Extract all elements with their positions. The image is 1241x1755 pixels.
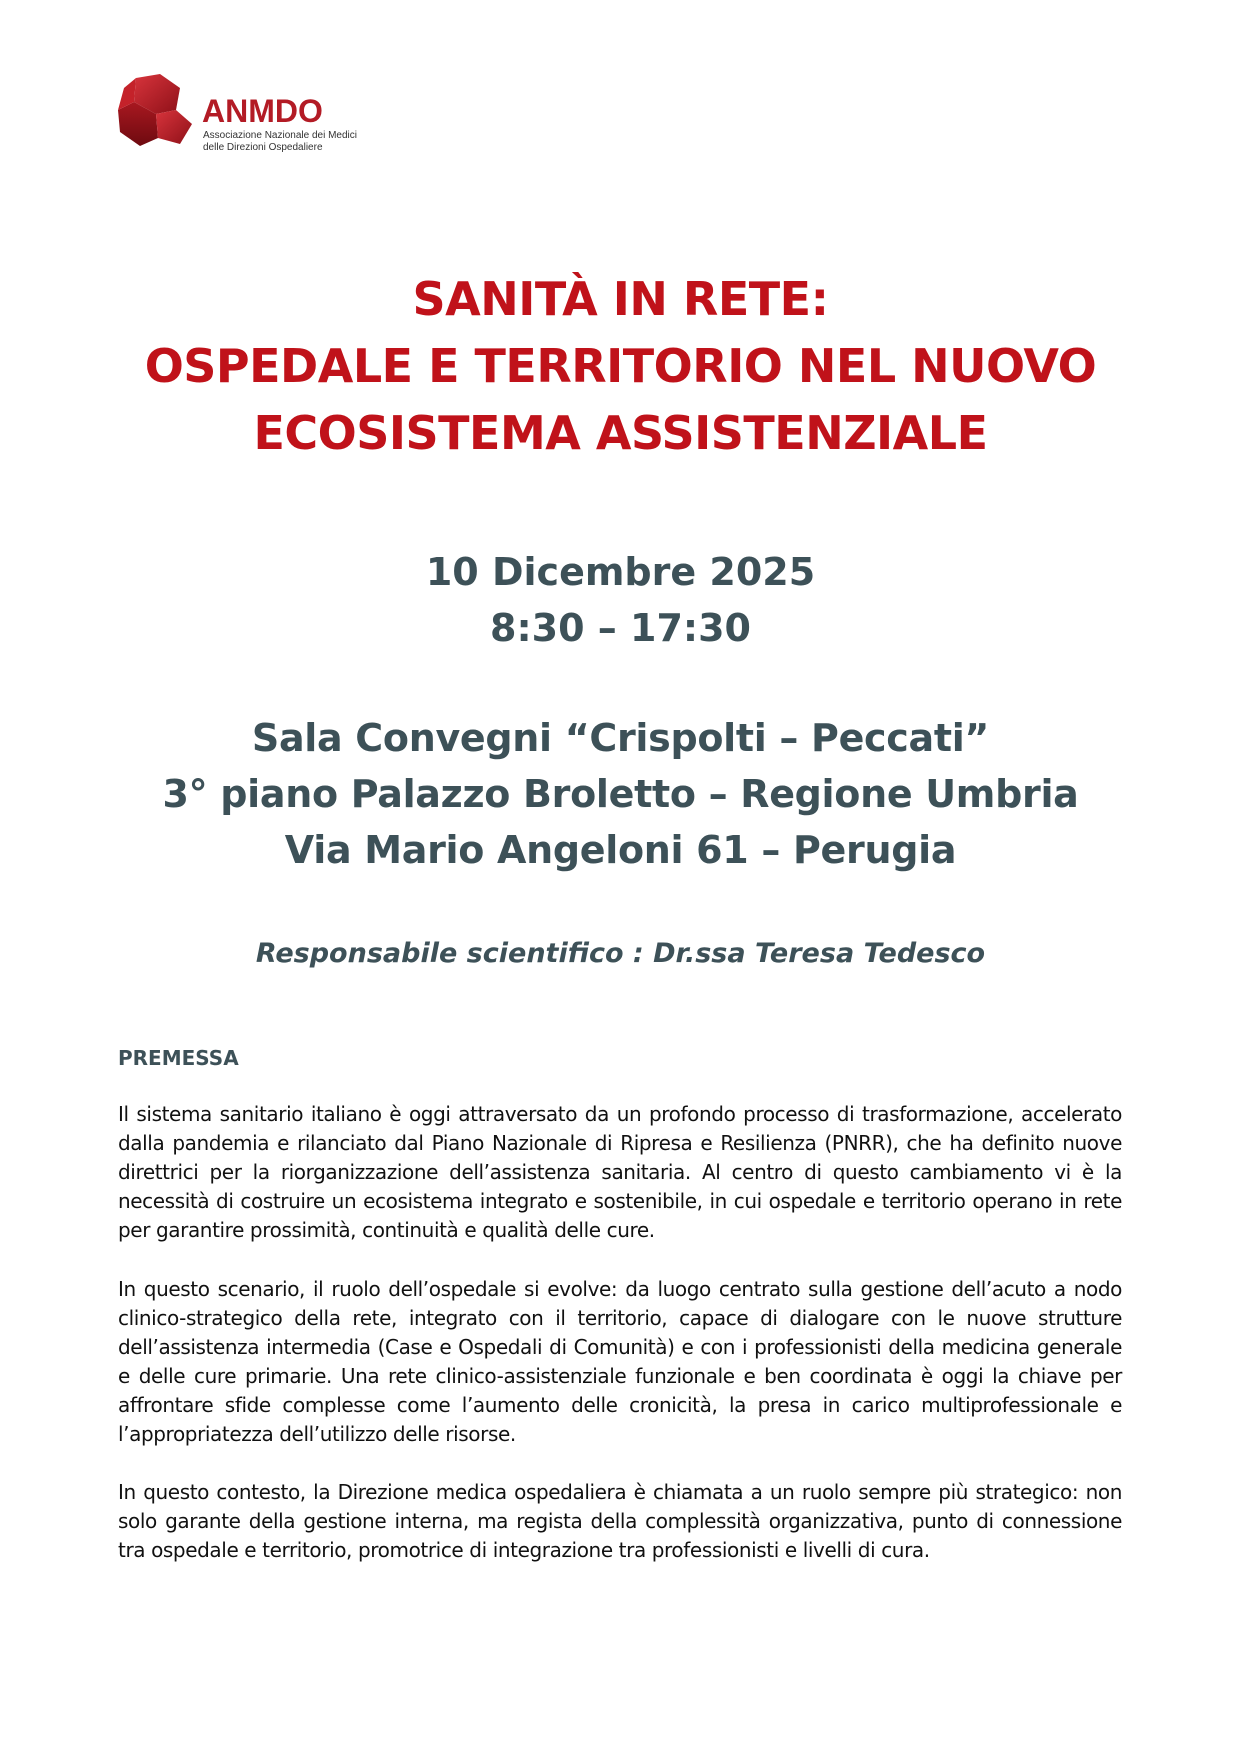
paragraph: In questo scenario, il ruolo dell’ospedale si evolve: da luogo centrato sulla gestione dell’acuto a nodo clinico-strategico della rete, integrato con il territorio, capace di dialogare con le nuove strutture dell’assistenza intermedia (Case e Ospedali di Comunità) e con i professionisti della medicina generale e delle cure primarie. Una rete clinico-assistenziale funzionale e ben coordinata è oggi la chiave per affrontare sfide complesse come l’aumento delle cronicità, la presa in carico multiprofessionale e l’appropriatezza dell’utilizzo delle risorse. bbox=[118, 1277, 1122, 1446]
event-time: 8:30 – 17:30 bbox=[490, 606, 751, 650]
venue-line: Via Mario Angeloni 61 – Perugia bbox=[284, 828, 957, 872]
logo-subtitle-line: Associazione Nazionale dei Medici bbox=[203, 130, 357, 141]
title-line: SANITÀ IN RETE: bbox=[412, 272, 829, 326]
anmdo-logo bbox=[118, 74, 358, 164]
event-venue bbox=[0, 710, 1241, 878]
logo-subtitle bbox=[203, 130, 357, 154]
section-heading: PREMESSA bbox=[118, 1046, 239, 1070]
venue-line: Sala Convegni “Crispolti – Peccati” bbox=[251, 716, 990, 760]
paragraph: Il sistema sanitario italiano è oggi attraversato da un profondo processo di trasformazione, accelerato dalla pandemia e rilanciato dal Piano Nazionale di Ripresa e Resilienza (PNRR), che ha definito nuove direttrici per la riorganizzazione dell’assistenza sanitaria. Al centro di questo cambiamento vi è la necessità di costruire un ecosistema integrato e sostenibile, in cui ospedale e territorio operano in rete per garantire prossimità, continuità e qualità delle cure. bbox=[118, 1102, 1122, 1242]
event-datetime bbox=[0, 544, 1241, 656]
scientific-lead: Responsabile scientifico : Dr.ssa Teresa Tedesco bbox=[255, 938, 986, 969]
logo-mark-icon bbox=[118, 74, 198, 154]
logo-subtitle-line: delle Direzioni Ospedaliere bbox=[203, 142, 323, 153]
paragraph: In questo contesto, la Direzione medica ospedaliera è chiamata a un ruolo sempre più strategico: non solo garante della gestione interna, ma regista della complessità organizzativa, punto di connessione tra ospedale e territorio, promotrice di integrazione tra professionisti e livelli di cura. bbox=[118, 1480, 1122, 1562]
document-title bbox=[0, 266, 1241, 467]
event-date: 10 Dicembre 2025 bbox=[425, 550, 816, 594]
venue-line: 3° piano Palazzo Broletto – Regione Umbria bbox=[162, 772, 1079, 816]
title-line: OSPEDALE E TERRITORIO NEL NUOVO bbox=[144, 339, 1097, 393]
logo-name: ANMDO bbox=[202, 93, 323, 129]
title-line: ECOSISTEMA ASSISTENZIALE bbox=[253, 406, 988, 460]
